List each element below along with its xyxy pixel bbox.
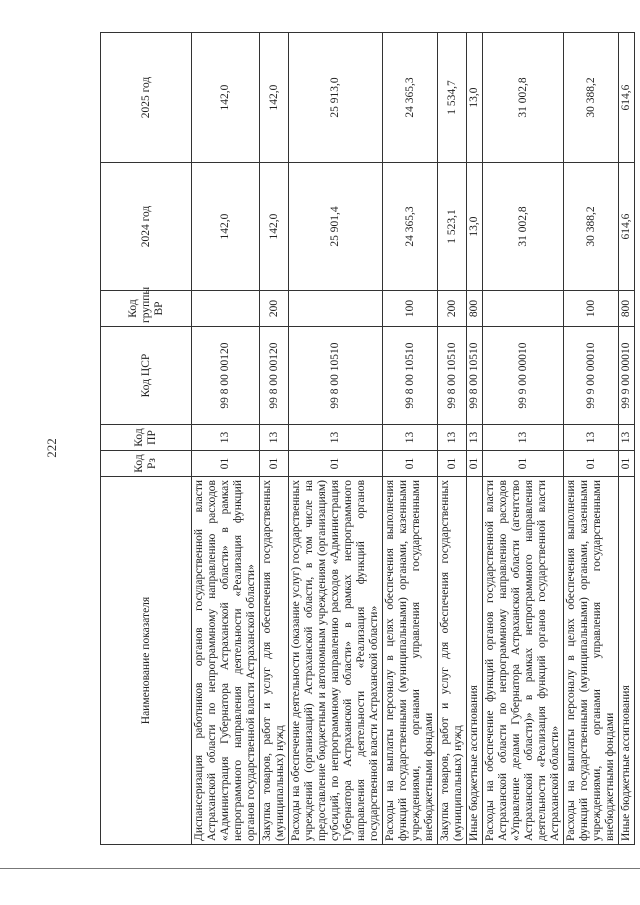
cell-rz: 01 (260, 451, 289, 477)
cell-pr: 13 (260, 425, 289, 451)
cell-vr: 100 (564, 291, 619, 327)
header-vr: Код группы ВР (101, 291, 192, 327)
cell-csr: 99 8 00 10510 (289, 327, 383, 425)
cell-pr: 13 (467, 425, 483, 451)
cell-rz: 01 (192, 451, 260, 477)
cell-pr: 13 (438, 425, 467, 451)
cell-csr: 99 9 00 00010 (483, 327, 564, 425)
cell-vr (289, 291, 383, 327)
cell-name: Диспансеризация работников органов государственной власти Астраханской области по непрограммному направлению расходов «Администрация Губернатора Астраханской области» в рамках непрограммного направления деятельности «Реализация функций органов государственной власти Астраханской области» (192, 477, 260, 845)
page-number: 222 (43, 438, 59, 458)
cell-y2024: 13,0 (467, 163, 483, 291)
cell-csr: 99 8 00 00120 (260, 327, 289, 425)
cell-pr: 13 (619, 425, 635, 451)
cell-y2025: 25 913,0 (289, 33, 383, 163)
cell-y2025: 24 365,3 (383, 33, 438, 163)
cell-y2024: 1 523,1 (438, 163, 467, 291)
cell-y2024: 614,6 (619, 163, 635, 291)
cell-pr: 13 (289, 425, 383, 451)
cell-y2024: 30 388,2 (564, 163, 619, 291)
cell-y2025: 1 534,7 (438, 33, 467, 163)
table-row (564, 33, 619, 845)
cell-y2024: 24 365,3 (383, 163, 438, 291)
cell-rz: 01 (564, 451, 619, 477)
header-row (101, 33, 192, 845)
table-row (260, 33, 289, 845)
cell-y2024: 142,0 (192, 163, 260, 291)
header-2025: 2025 год (101, 33, 192, 163)
cell-y2025: 142,0 (260, 33, 289, 163)
cell-name: Расходы на выплаты персоналу в целях обеспечения выполнения функций государственными (муниципальными) органами, казенными учреждениями, органами управления государственными внебюджетными фондами (564, 477, 619, 845)
table-row (289, 33, 383, 845)
cell-rz: 01 (467, 451, 483, 477)
table-row (467, 33, 483, 845)
cell-y2025: 142,0 (192, 33, 260, 163)
header-2024: 2024 год (101, 163, 192, 291)
cell-rz: 01 (289, 451, 383, 477)
cell-csr: 99 9 00 00010 (564, 327, 619, 425)
cell-csr: 99 8 00 10510 (438, 327, 467, 425)
cell-vr: 800 (467, 291, 483, 327)
cell-name: Иные бюджетные ассигнования (619, 477, 635, 845)
cell-y2025: 31 002,8 (483, 33, 564, 163)
cell-y2024: 31 002,8 (483, 163, 564, 291)
cell-name: Расходы на обеспечение деятельности (оказание услуг) государственных учреждений (организаций) Астраханской области, в том числе на предоставление бюджетным и автономным учреждениям (организациям) субсидий, по непрограммному направлению расходов «Администрация Губернатора Астраханской области» в рамках непрограммного направления деятельности «Реализация функций органов государственной власти Астраханской области» (289, 477, 383, 845)
cell-y2025: 30 388,2 (564, 33, 619, 163)
table-row (192, 33, 260, 845)
cell-name: Закупка товаров, работ и услуг для обеспечения государственных (муниципальных) нужд (260, 477, 289, 845)
cell-csr: 99 8 00 00120 (192, 327, 260, 425)
cell-vr (192, 291, 260, 327)
cell-csr: 99 8 00 10510 (383, 327, 438, 425)
header-name: Наименование показателя (101, 477, 192, 845)
cell-y2025: 614,6 (619, 33, 635, 163)
cell-rz: 01 (438, 451, 467, 477)
cell-rz: 01 (383, 451, 438, 477)
cell-pr: 13 (383, 425, 438, 451)
cell-pr: 13 (564, 425, 619, 451)
cell-name: Расходы на выплаты персоналу в целях обеспечения выполнения функций государственными (муниципальными) органами, казенными учреждениями, органами управления государственными внебюджетными фондами (383, 477, 438, 845)
cell-csr: 99 8 00 10510 (467, 327, 483, 425)
bottom-rule (0, 868, 640, 869)
table-row (383, 33, 438, 845)
header-csr: Код ЦСР (101, 327, 192, 425)
cell-vr: 100 (383, 291, 438, 327)
header-pr: Код ПР (101, 425, 192, 451)
cell-y2024: 25 901,4 (289, 163, 383, 291)
cell-pr: 13 (192, 425, 260, 451)
cell-name: Иные бюджетные ассигнования (467, 477, 483, 845)
cell-pr: 13 (483, 425, 564, 451)
table-row (619, 33, 635, 845)
cell-y2024: 142,0 (260, 163, 289, 291)
cell-vr: 200 (438, 291, 467, 327)
budget-table (100, 32, 635, 845)
cell-y2025: 13,0 (467, 33, 483, 163)
table-row (438, 33, 467, 845)
cell-rz: 01 (483, 451, 564, 477)
rotated-table-container (100, 33, 632, 845)
table-row (483, 33, 564, 845)
cell-vr (483, 291, 564, 327)
cell-rz: 01 (619, 451, 635, 477)
cell-vr: 200 (260, 291, 289, 327)
cell-vr: 800 (619, 291, 635, 327)
header-rz: Код Рз (101, 451, 192, 477)
cell-name: Расходы на обеспечение функций органов государственной власти Астраханской области по непрограммному направлению расходов «Управление делами Губернатора Астраханской области (агентство Астраханской области)» в рамках непрограммного направления деятельности «Реализация функций органов государственной власти Астраханской области» (483, 477, 564, 845)
cell-name: Закупка товаров, работ и услуг для обеспечения государственных (муниципальных) нужд (438, 477, 467, 845)
cell-csr: 99 9 00 00010 (619, 327, 635, 425)
